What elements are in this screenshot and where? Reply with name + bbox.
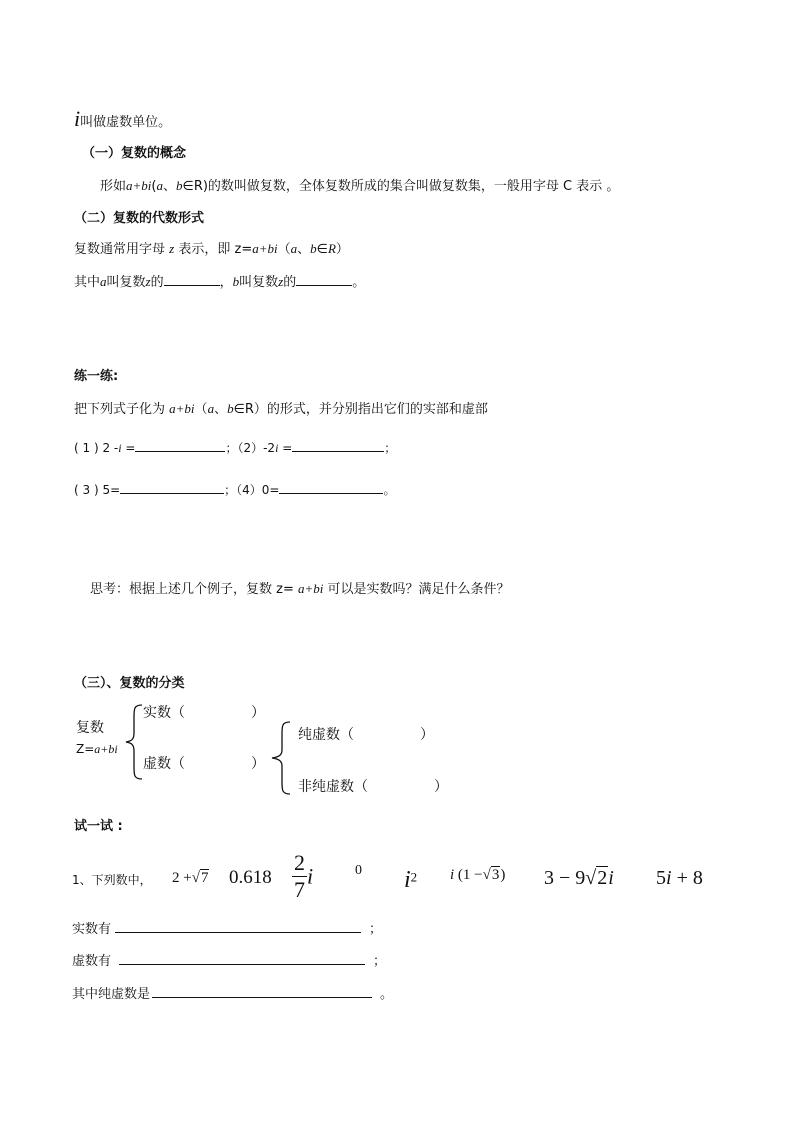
imag-answer-end: ； xyxy=(373,954,387,969)
section-1-definition xyxy=(100,178,619,195)
parts-b: b xyxy=(232,274,240,289)
q1-answer-blank[interactable] xyxy=(135,439,225,452)
q4-answer-blank[interactable] xyxy=(279,481,383,494)
classification-root-label: 复数 xyxy=(76,720,104,736)
def-text-1: 形如 xyxy=(100,179,127,194)
pure-answer-label: 其中纯虚数是 xyxy=(72,987,151,1002)
think-question xyxy=(90,581,510,598)
imag-label: 虚数（ xyxy=(143,756,185,772)
q3-label: ( 3 ) 5= xyxy=(74,483,121,497)
intro-line xyxy=(74,106,171,132)
alg-abi: a+bi xyxy=(252,241,278,256)
section-1-heading: （一）复数的概念 xyxy=(82,146,187,161)
instr-text-2: （ xyxy=(194,402,208,417)
pure-answer-blank[interactable] xyxy=(152,985,372,998)
q1-label: ( 1 ) 2 - xyxy=(74,441,119,455)
def-abi: a+bi xyxy=(126,178,152,193)
instr-text-4: ∈R）的形式，并分别指出它们的实部和虚部 xyxy=(233,402,488,417)
imag-part-blank[interactable] xyxy=(296,273,352,286)
imaginary-unit-symbol: i xyxy=(74,106,81,131)
instr-abi: a+bi xyxy=(169,401,195,416)
q2-end: ； xyxy=(384,441,397,455)
alg-text-3: （ xyxy=(277,242,291,257)
section-3-heading: （三）、复数的分类 xyxy=(74,676,185,691)
expr6-i: i xyxy=(450,867,455,883)
expr7-part-a: 3 − 9 xyxy=(544,867,586,889)
think-text-1: 思考：根据上述几个例子，复数 z= xyxy=(90,582,298,597)
trial-q1-prefix: 1、下列数中， xyxy=(72,873,152,887)
expr-0618: 0.618 xyxy=(229,867,272,888)
fraction-i: i xyxy=(307,863,314,889)
parts-text-7: 。 xyxy=(352,275,366,290)
real-number-item xyxy=(143,705,265,722)
parts-text-1: 其中 xyxy=(74,275,101,290)
real-label: 实数（ xyxy=(143,705,185,721)
instr-text-3: 、 xyxy=(214,402,228,417)
q2-label: ；（2）-2 xyxy=(225,441,276,455)
think-text-2: 可以是实数吗？满足什么条件？ xyxy=(323,582,510,597)
imag-answer-blank[interactable] xyxy=(119,952,365,965)
expr8-i: i xyxy=(666,867,672,889)
trial-heading: 试一试 : xyxy=(74,819,123,834)
real-close: ） xyxy=(251,705,265,721)
alg-R: R xyxy=(327,241,336,256)
parts-text-3: 的 xyxy=(150,275,164,290)
expr1-part-a: 2 + xyxy=(172,870,192,886)
q4-end: 。 xyxy=(383,483,396,497)
i-squared-base: i xyxy=(404,867,411,893)
instr-text-1: 把下列式子化为 xyxy=(74,402,166,417)
parts-a: a xyxy=(100,274,107,289)
expr-3-minus-9sqrt2i: 3 − 9√2i xyxy=(544,867,614,889)
def-text-4: ∈R)的数叫做复数，全体复数所成的集合叫做复数集，一般用字母 C 表示 。 xyxy=(182,179,620,194)
expr6-close: ) xyxy=(500,867,506,883)
expr7-i: i xyxy=(608,867,614,889)
nonpure-label: 非纯虚数（ xyxy=(298,779,368,795)
q4-label: ；（4）0= xyxy=(224,483,280,497)
expr-two-sevenths-i xyxy=(292,852,313,901)
expr-i-1-minus-sqrt3: i (1 −√3) xyxy=(450,867,506,883)
parts-text-4: ， xyxy=(219,275,233,290)
real-answer-blank[interactable] xyxy=(115,920,361,933)
fraction xyxy=(292,852,307,901)
root-abi: a+bi xyxy=(94,742,118,756)
def-b: b xyxy=(176,178,183,193)
imag-close: ） xyxy=(251,756,265,772)
def-text-3: 、 xyxy=(162,179,176,194)
q1-eq: = xyxy=(121,441,136,455)
imag-numbers-answer-line xyxy=(72,952,386,970)
q3-answer-blank[interactable] xyxy=(120,481,224,494)
fraction-denominator: 7 xyxy=(294,877,305,902)
q1-i: i xyxy=(118,441,122,455)
instr-b: b xyxy=(227,401,234,416)
alg-z: z xyxy=(169,241,175,256)
real-part-blank[interactable] xyxy=(164,273,220,286)
real-answer-label: 实数有 xyxy=(72,922,112,937)
pure-imag-answer-line xyxy=(72,985,393,1003)
alg-b: b xyxy=(310,241,317,256)
intro-text: 叫做虚数单位。 xyxy=(80,115,172,130)
real-numbers-answer-line xyxy=(72,920,382,938)
pure-label: 纯虚数（ xyxy=(298,727,354,743)
alg-text-4: 、 xyxy=(297,242,311,257)
expr8-five: 5 xyxy=(656,867,666,889)
non-pure-imaginary-item xyxy=(298,779,448,796)
algebraic-form-line xyxy=(74,241,349,258)
expr-zero: 0 xyxy=(355,863,362,878)
expr6-open: (1 − xyxy=(457,867,483,883)
alg-a: a xyxy=(290,241,298,256)
practice-row-2 xyxy=(74,481,395,497)
def-a: a xyxy=(156,178,163,193)
alg-text-1: 复数通常用字母 xyxy=(74,242,166,257)
def-text-2: ( xyxy=(151,179,157,194)
pure-imaginary-item xyxy=(298,727,434,744)
alg-text-2: 表示，即 z= xyxy=(178,242,253,257)
parts-text-5: 叫复数 xyxy=(239,275,279,290)
expr7-radicand: 2 xyxy=(597,867,608,889)
real-imag-part-line xyxy=(74,273,365,291)
q2-eq: = xyxy=(278,441,293,455)
imaginary-number-item xyxy=(143,756,265,773)
expr-5i-plus-8 xyxy=(656,866,703,890)
real-answer-end: ； xyxy=(369,922,383,937)
alg-in: ∈ xyxy=(316,242,328,257)
parts-z: z xyxy=(145,274,151,289)
expr1-radicand: 7 xyxy=(200,870,209,886)
parts-text-2: 叫复数 xyxy=(106,275,146,290)
q2-answer-blank[interactable] xyxy=(292,439,384,452)
expr6-radicand: 3 xyxy=(491,867,500,883)
practice-row-1 xyxy=(74,439,396,455)
pure-answer-end: 。 xyxy=(380,987,394,1002)
parts-text-6: 的 xyxy=(283,275,297,290)
think-abi: a+bi xyxy=(297,581,324,596)
classification-root-formula xyxy=(76,742,118,756)
nonpure-close: ） xyxy=(434,779,448,795)
expr-2-plus-sqrt7: 2 +√7 xyxy=(172,870,209,886)
practice-instruction xyxy=(74,401,488,418)
parts-z2: z xyxy=(278,274,284,289)
pure-close: ） xyxy=(420,727,434,743)
expr8-plus8: + 8 xyxy=(676,867,703,889)
practice-heading: 练一练: xyxy=(74,369,119,384)
instr-a: a xyxy=(207,401,215,416)
alg-text-5: ） xyxy=(335,242,349,257)
right-brace xyxy=(268,720,292,796)
imag-answer-label: 虚数有 xyxy=(72,954,112,969)
expr-i-squared xyxy=(404,866,417,895)
root-z: Z= xyxy=(76,742,95,756)
fraction-numerator: 2 xyxy=(294,850,305,875)
i-squared-exp: 2 xyxy=(410,869,418,885)
q2-i: i xyxy=(275,441,279,455)
section-2-heading: （二）复数的代数形式 xyxy=(74,211,205,226)
